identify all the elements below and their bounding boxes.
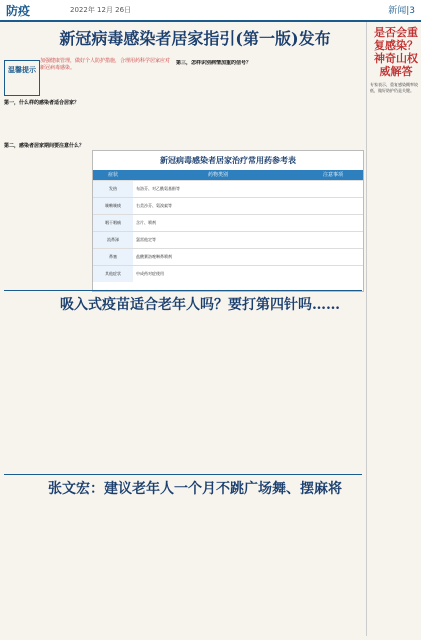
- article1-title: 新冠病毒感染者居家指引(第一版)发布: [59, 29, 331, 48]
- sidebar-article: [366, 22, 421, 636]
- divider: [4, 290, 362, 291]
- article3-title: 张文宏：建议老年人一个月不跳广场舞、摆麻将: [48, 481, 342, 497]
- page-number: 新闻|3: [388, 6, 415, 16]
- drug-cell: 右美沙芬、氨溴索等: [136, 203, 172, 208]
- drug-cell: 氯雷他定等: [136, 237, 156, 242]
- table-header: 症状: [93, 170, 133, 180]
- divider: [4, 474, 362, 475]
- page-header: [0, 0, 421, 22]
- symptom-cell: 咳嗽咳痰: [93, 198, 133, 214]
- article1-sidebar: [4, 60, 90, 280]
- symptom-cell: 鼻塞: [93, 249, 133, 265]
- sidebar-text: 专家表示，重复感染概率较低，做好防护仍是关键。: [370, 82, 418, 93]
- drug-cell: 含片、喷剂: [136, 220, 156, 225]
- table-row: [93, 197, 363, 214]
- drug-cell: 中成药对症使用: [136, 271, 164, 276]
- table-header: 注意事项: [303, 170, 363, 180]
- symptom-cell: 流鼻涕: [93, 232, 133, 248]
- symptom-cell: 其他症状: [93, 266, 133, 282]
- symptom-cell: 发热: [93, 181, 133, 197]
- symptom-cell: 咽干咽痛: [93, 215, 133, 231]
- tip-tag: 温馨提示: [4, 60, 40, 96]
- table-row: [93, 214, 363, 231]
- table-row: [93, 248, 363, 265]
- q1-heading: 第一，什么样的感染者适合居家？: [4, 100, 80, 106]
- medication-table: [92, 150, 364, 292]
- drug-cell: 盐酸赛洛唑啉鼻喷剂: [136, 254, 172, 259]
- article1-col2: [176, 60, 266, 145]
- table-row: [93, 265, 363, 282]
- date: 2022年 12月 26日: [70, 6, 132, 14]
- sidebar-headline: 是否会重复感染？神奇山权威解答: [374, 26, 418, 78]
- q3-heading: 第三，怎样识别病情加重的信号？: [176, 60, 252, 66]
- table-row: [93, 231, 363, 248]
- section-name: 防疫: [6, 4, 31, 18]
- q2-heading: 第二，感染者居家期间要注意什么？: [4, 142, 85, 149]
- article1-lead: 加强健康管理，做好个人防护措施，合理用药科学居家应对新冠病毒感染。: [40, 58, 171, 71]
- article2-title: 吸入式疫苗适合老年人吗？要打第四针吗……: [60, 297, 340, 313]
- table-header: 药物类别: [133, 170, 303, 180]
- table-title: 新冠病毒感染者居家治疗常用药参考表: [160, 155, 296, 165]
- drug-cell: 布洛芬、对乙酰氨基酚等: [136, 186, 180, 191]
- table-row: [93, 180, 363, 197]
